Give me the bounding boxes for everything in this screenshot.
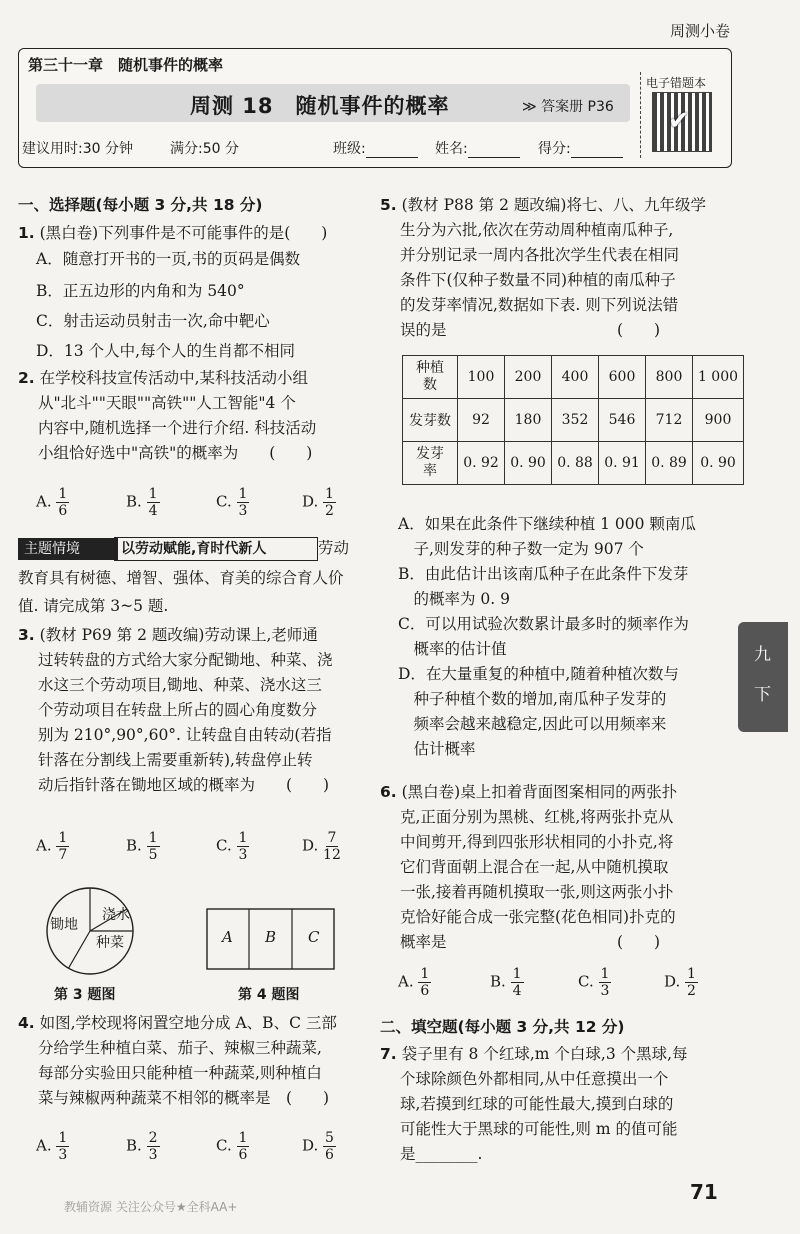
full-score: 满分:50 分	[170, 141, 239, 157]
checkmark-icon: ✔	[668, 106, 690, 136]
q1-option-c[interactable]: C．射击运动员射击一次,命中靶心	[36, 312, 270, 330]
q3-option-c[interactable]: C. $\frac{1}{3}$	[216, 830, 248, 863]
table-row: 发芽 率 0. 92 0. 90 0. 88 0. 91 0. 89 0. 90	[403, 442, 744, 485]
q4-option-d[interactable]: D. $\frac{5}{6}$	[302, 1130, 334, 1163]
q4-option-a[interactable]: A. $\frac{1}{3}$	[36, 1130, 68, 1163]
grade-side-tab[interactable]	[738, 622, 788, 732]
running-head: 周测小卷	[669, 22, 730, 40]
class-field[interactable]: 班级:	[333, 138, 418, 158]
question-2: 2. 在学校科技宣传活动中,某科技活动小组 从"北斗""天眼""高铁""人工智能"4 个 内容中,随机选择一个进行介绍. 科技活动 小组恰好选中"高铁"的概率为 ( )	[18, 369, 317, 462]
spinner-label-hoe: 锄地	[50, 917, 78, 933]
plot-label-b: B	[265, 928, 277, 946]
side-tab-label-2: 下	[754, 685, 771, 705]
spinner-label-water: 浇水	[102, 907, 130, 923]
page-title: 周测 18 随机事件的概率	[190, 94, 450, 118]
section-choice-title: 一、选择题(每小题 3 分,共 18 分)	[18, 196, 263, 214]
theme-slogan: 以劳动赋能,育时代新人	[114, 537, 318, 561]
q2-option-a[interactable]: A. $\frac{1}{6}$	[36, 486, 68, 519]
q6-option-a[interactable]: A. $\frac{1}{6}$	[398, 966, 430, 999]
theme-text-3: 值. 请完成第 3~5 题.	[18, 597, 169, 615]
side-tab-label-1: 九	[754, 645, 771, 665]
germination-table	[402, 355, 744, 485]
plot-label-c: C	[308, 928, 320, 946]
table-row: 种植 数 100 200 400 600 800 1 000	[403, 356, 744, 399]
q1-option-a[interactable]: A．随意打开书的一页,书的页码是偶数	[36, 250, 301, 268]
answer-reference: ≫ 答案册 P36	[522, 99, 614, 115]
figure-4-caption: 第 4 题图	[238, 987, 300, 1003]
q6-option-c[interactable]: C. $\frac{1}{3}$	[578, 966, 610, 999]
q3-option-d[interactable]: D. $\frac{7}{12}$	[302, 830, 341, 863]
qr-label: 电子错题本	[646, 76, 707, 90]
q6-option-b[interactable]: B. $\frac{1}{4}$	[490, 966, 522, 999]
q3-option-b[interactable]: B. $\frac{1}{5}$	[126, 830, 158, 863]
question-4: 4. 如图,学校现将闲置空地分成 A、B、C 三部 分给学生种植白菜、茄子、辣椒三种蔬菜, 每部分实验田只能种植一种蔬菜,则种植白 菜与辣椒两种蔬菜不相邻的概率是 ( )	[18, 1014, 337, 1107]
question-text: (黑白卷)下列事件是不可能事件的是( )	[39, 224, 328, 242]
suggested-time: 建议用时:30 分钟	[22, 141, 133, 157]
chapter-title: 第三十一章 随机事件的概率	[28, 56, 224, 74]
q2-option-b[interactable]: B. $\frac{1}{4}$	[126, 486, 158, 519]
name-field[interactable]: 姓名:	[435, 138, 520, 158]
question-5: 5. (教材 P88 第 2 题改编)将七、八、九年级学 生分为六批,依次在劳动周种植南瓜种子, 并分别记录一周内各批次学生代表在相同 条件下(仅种子数量不同)种植的南瓜种子 的发芽率情况,数据如下表. 则下列说法错 误的是 ( )	[380, 196, 706, 339]
question-1	[18, 221, 327, 246]
q2-option-d[interactable]: D. $\frac{1}{2}$	[302, 486, 334, 519]
table-row: 发芽数 92 180 352 546 712 900	[403, 399, 744, 442]
q5-options[interactable]: A．如果在此条件下继续种植 1 000 颗南瓜 子,则发芽的种子数一定为 907 个 B．由此估计出该南瓜种子在此条件下发芽 的概率为 0. 9 C．可以用试验次数累计最多时的频率作为 概率的估计值 D．在大量重复的种植中,随着种植次数与 种子种植个数的增加,南瓜种子发芽的 频率会越来越稳定,因此可以用频率来 估计概率	[398, 515, 696, 758]
page-number: 71	[690, 1180, 718, 1204]
question-6: 6. (黑白卷)桌上扣着背面图案相同的两张扑 克,正面分别为黑桃、红桃,将两张扑克从 中间剪开,得到四张形状相同的小扑克,将 它们背面朝上混合在一起,从中随机摸取 一张,接着再随机摸取一张,则这两张小扑 克恰好能合成一张完整(花色相同)扑克的 概率是 ( )	[380, 783, 678, 951]
theme-text-2: 教育具有树德、增智、强体、育美的综合育人价	[18, 569, 344, 587]
q6-option-d[interactable]: D. $\frac{1}{2}$	[664, 966, 696, 999]
q4-option-c[interactable]: C. $\frac{1}{6}$	[216, 1130, 248, 1163]
theme-text-1: 劳动	[318, 539, 350, 557]
spinner-label-plant: 种菜	[96, 935, 124, 951]
question-number: 1.	[18, 224, 35, 242]
q1-option-d[interactable]: D．13 个人中,每个人的生肖都不相同	[36, 342, 296, 360]
figure-3-caption: 第 3 题图	[54, 987, 116, 1003]
theme-tag: 主题情境	[18, 538, 118, 560]
question-7: 7. 袋子里有 8 个红球,m 个白球,3 个黑球,每 个球除颜色外都相同,从中任意摸出一个 球,若摸到红球的可能性最大,摸到白球的 可能性大于黑球的可能性,则 m 的值可能 是________.	[380, 1045, 688, 1163]
score-field[interactable]: 得分:	[538, 138, 623, 158]
question-3: 3. (教材 P69 第 2 题改编)劳动课上,老师通 过转转盘的方式给大家分配锄地、种菜、浇 水这三个劳动项目,锄地、种菜、浇水这三 个劳动项目在转盘上所占的圆心角度数分 别为 210°,90°,60°. 让转盘自由转动(若指 针落在分割线上需要重新转),转盘停止转 动后指针落在锄地区域的概率为 ( )	[18, 626, 333, 794]
plot-label-a: A	[222, 928, 233, 946]
q1-option-b[interactable]: B．正五边形的内角和为 540°	[36, 282, 245, 300]
section-fill-title: 二、填空题(每小题 3 分,共 12 分)	[380, 1018, 625, 1036]
q3-option-a[interactable]: A. $\frac{1}{7}$	[36, 830, 68, 863]
q2-option-c[interactable]: C. $\frac{1}{3}$	[216, 486, 248, 519]
footer-watermark: 教辅资源 关注公众号★全科AA+	[64, 1200, 238, 1214]
q4-option-b[interactable]: B. $\frac{2}{3}$	[126, 1130, 158, 1163]
